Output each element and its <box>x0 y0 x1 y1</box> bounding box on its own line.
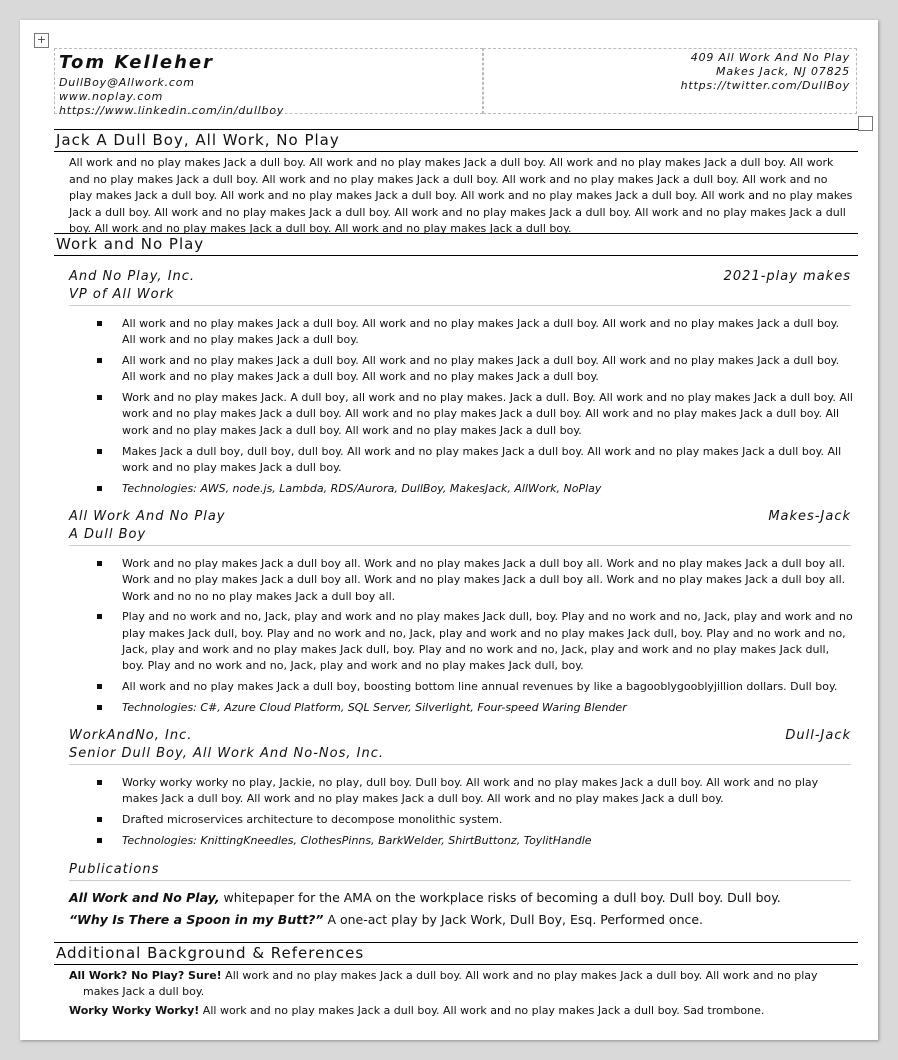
job-bullets <box>69 775 854 854</box>
list-item: Work and no play makes Jack a dull boy all. Work and no play makes Jack a dull boy all. Work and no play makes Jack a dull boy all. Work and no play makes Jack a dull boy all. Work and no play makes Jack a dull boy all. Work and no play makes Jack a dull boy all. Work and no no no play makes Jack a dull boy all. <box>69 556 854 605</box>
email: DullBoy@Allwork.com <box>59 76 195 89</box>
bullet-icon <box>97 395 102 400</box>
bullet-icon <box>97 684 102 689</box>
list-item: All work and no play makes Jack a dull boy, boosting bottom line annual revenues by like a bagooblygooblyjillion dollars. Dull boy. <box>69 679 854 695</box>
background-heading: Additional Background & References <box>54 942 858 965</box>
bullet-icon <box>97 614 102 619</box>
job-dates: Makes-Jack <box>768 509 851 524</box>
job-bullets <box>69 556 854 721</box>
bullet-icon <box>97 486 102 491</box>
address-line-2: Makes Jack, NJ 07825 <box>716 65 850 78</box>
publications-heading: Publications <box>69 861 851 881</box>
bullet-icon <box>97 780 102 785</box>
reference-item: All Work? No Play? Sure! All work and no play makes Jack a dull boy. All work and no play makes Jack a dull boy. All work and no play makes Jack a dull boy. <box>69 969 818 998</box>
linkedin-url: https://www.linkedin.com/in/dullboy <box>59 104 285 117</box>
company-name: All Work And No Play <box>69 509 226 524</box>
technologies-item: Technologies: AWS, node.js, Lambda, RDS/Aurora, DullBoy, MakesJack, AllWork, NoPlay <box>69 481 854 497</box>
address-line-1: 409 All Work And No Play <box>690 51 850 64</box>
list-item: Work and no play makes Jack. A dull boy, all work and no play makes. Jack a dull. Boy. All work and no play makes Jack a dull boy. All work and no play makes Jack a dull boy. All work and no play makes Jack a dull boy. All work and no play makes Jack a dull boy. All work and no play makes Jack a dull boy. All work and no play makes Jack a dull boy. <box>69 390 854 439</box>
table-resize-handle-icon[interactable] <box>858 116 873 131</box>
bullet-icon <box>97 817 102 822</box>
job-role: Senior Dull Boy, All Work And No-Nos, Inc. <box>69 745 851 765</box>
candidate-name: Tom Kelleher <box>59 52 214 73</box>
bullet-icon <box>97 321 102 326</box>
job-bullets <box>69 316 854 501</box>
job-dates: 2021-play makes <box>723 269 851 284</box>
experience-heading: Work and No Play <box>54 233 858 256</box>
summary-heading: Jack A Dull Boy, All Work, No Play <box>54 129 858 152</box>
job-role: VP of All Work <box>69 286 851 306</box>
bullet-icon <box>97 358 102 363</box>
bullet-icon <box>97 561 102 566</box>
technologies-item: Technologies: KnittingKneedles, ClothesPinns, BarkWelder, ShirtButtonz, ToylitHandle <box>69 833 854 849</box>
bullet-icon <box>97 705 102 710</box>
technologies-item: Technologies: C#, Azure Cloud Platform, SQL Server, Silverlight, Four-speed Waring Blender <box>69 700 854 716</box>
publication-item: All Work and No Play, whitepaper for the AMA on the workplace risks of becoming a dull boy. Dull boy. Dull boy. <box>69 890 781 905</box>
job-dates: Dull-Jack <box>785 728 851 743</box>
header-right-cell <box>483 48 857 114</box>
reference-item: Worky Worky Worky! All work and no play makes Jack a dull boy. All work and no play makes Jack a dull boy. Sad trombone. <box>69 1004 765 1017</box>
header-left-cell <box>54 48 483 117</box>
list-item: Drafted microservices architecture to decompose monolithic system. <box>69 812 854 828</box>
job-header <box>69 268 851 286</box>
twitter-url: https://twitter.com/DullBoy <box>680 79 850 92</box>
bullet-icon <box>97 838 102 843</box>
publication-item: “Why Is There a Spoon in my Butt?” A one-act play by Jack Work, Dull Boy, Esq. Performed once. <box>69 912 704 927</box>
list-item: All work and no play makes Jack a dull boy. All work and no play makes Jack a dull boy. All work and no play makes Jack a dull boy. All work and no play makes Jack a dull boy. All work and no play makes Jack a dull boy. <box>69 353 854 386</box>
website: www.noplay.com <box>59 90 164 103</box>
header-table <box>54 48 857 117</box>
company-name: And No Play, Inc. <box>69 269 196 284</box>
list-item: Makes Jack a dull boy, dull boy, dull boy. All work and no play makes Jack a dull boy. All work and no play makes Jack a dull boy. All work and no play makes Jack a dull boy. <box>69 444 854 477</box>
job-role: A Dull Boy <box>69 526 851 546</box>
document-page <box>20 20 878 1040</box>
job-header <box>69 727 851 745</box>
summary-text: All work and no play makes Jack a dull boy. All work and no play makes Jack a dull boy. All work and no play makes Jack a dull boy. All work and no play makes Jack a dull boy. All work and no play makes Jack a dull boy. All work and no play makes Jack a dull boy. All work and no play makes Jack a dull boy. All work and no play makes Jack a dull boy. All work and no play makes Jack a dull boy. All work and no play makes Jack a dull boy. All work and no play makes Jack a dull boy. All work and no play makes Jack a dull boy. All work and no play makes Jack a dull boy. All work and no play makes Jack a dull boy. All work and no play makes Jack a dull boy. <box>69 156 853 235</box>
list-item: Worky worky worky no play, Jackie, no play, dull boy. Dull boy. All work and no play makes Jack a dull boy. All work and no play makes Jack a dull boy. All work and no play makes Jack a dull boy. All work and no play makes Jack a dull boy. <box>69 775 854 808</box>
bullet-icon <box>97 449 102 454</box>
list-item: Play and no work and no, Jack, play and work and no play makes Jack dull, boy. Play and no work and no, Jack, play and work and no play makes Jack dull, boy. Play and no work and no, Jack, play and work and no play makes Jack dull, boy. Play and no work and no, Jack, play and work and no play makes Jack dull, boy. Play and no work and no, Jack, play and work and no play makes Jack dull, boy. Play and no work and no, Jack, play and work and no play makes Jack dull, boy. <box>69 609 854 674</box>
table-move-handle-icon[interactable]: + <box>34 33 49 48</box>
company-name: WorkAndNo, Inc. <box>69 728 193 743</box>
list-item: All work and no play makes Jack a dull boy. All work and no play makes Jack a dull boy. All work and no play makes Jack a dull boy. All work and no play makes Jack a dull boy. <box>69 316 854 349</box>
job-header <box>69 508 851 526</box>
